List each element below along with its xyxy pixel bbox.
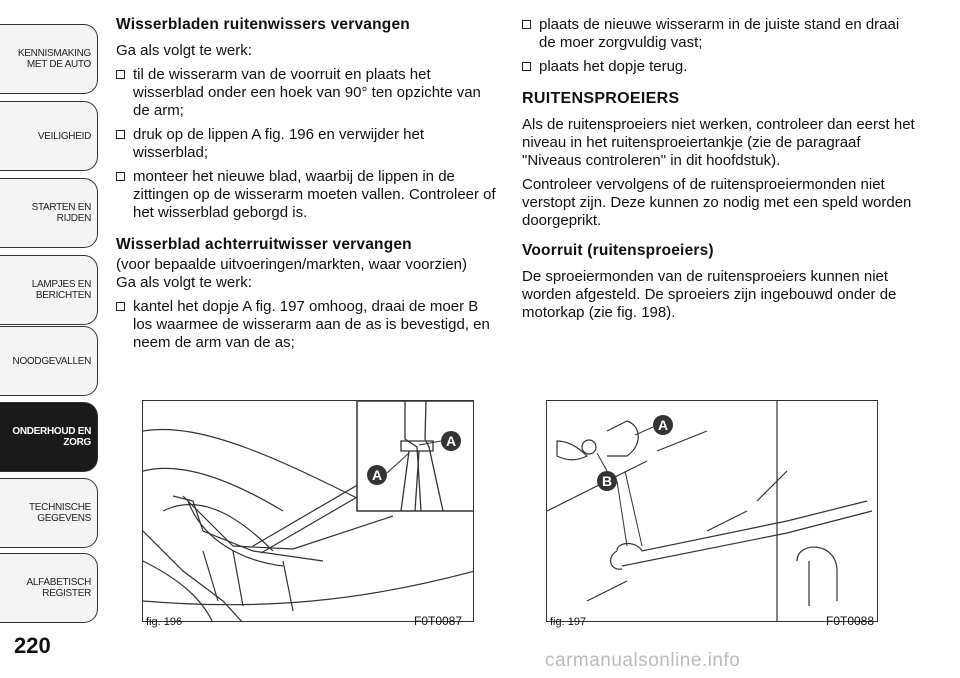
figure-196-wiper-blade: [142, 400, 474, 622]
rear-wiper-illustration: [547, 401, 878, 622]
figure-code: F0T0088: [826, 614, 875, 628]
list-item: plaats de nieuwe wisserarm in de juiste stand en draai de moer zorgvuldig vast;: [522, 16, 917, 52]
list-item: til de wisserarm van de voorruit en plaats het wisserblad onder een hoek van 90° ten opzichte van de arm;: [116, 66, 498, 120]
tab-onderhoud-en-zorg[interactable]: [0, 402, 98, 472]
right-column: [522, 16, 917, 328]
tab-label: KENNISMAKING MET DE AUTO: [17, 48, 91, 70]
paragraph: De sproeiermonden van de ruitensproeiers kunnen niet worden afgesteld. De sproeiers zijn ingebouwd onder de motorkap (zie fig. 198).: [522, 268, 897, 321]
tab-technische-gegevens[interactable]: [0, 478, 98, 548]
watermark-text: carmanualsonline.info: [545, 650, 741, 671]
tab-label: LAMPJES EN BERICHTEN: [31, 279, 91, 301]
callout-a-badge: [441, 431, 461, 451]
subsection-title: Voorruit (ruitensproeiers): [522, 242, 714, 259]
tab-label: NOODGEVALLEN: [12, 355, 91, 367]
figure-label: fig. 196: [146, 616, 183, 628]
list-item: monteer het nieuwe blad, waarbij de lippen in de zittingen op de wisserarm moeten vallen. Controleer of het wisserblad geborgd is.: [116, 168, 498, 222]
callout-a-badge: [653, 415, 673, 435]
tab-lampjes-en-berichten[interactable]: [0, 255, 98, 325]
tab-noodgevallen[interactable]: [0, 326, 98, 396]
section-title: RUITENSPROEIERS: [522, 90, 680, 107]
svg-text:B: B: [601, 473, 613, 489]
tab-label: VEILIGHEID: [37, 130, 91, 142]
tab-label: ONDERHOUD EN ZORG: [12, 426, 91, 448]
figure-label: fig. 197: [550, 616, 587, 628]
callout-a-badge: [367, 465, 387, 485]
checkbox-bullet-icon: [522, 62, 531, 71]
intro-text: Ga als volgt te werk:: [116, 274, 252, 291]
intro-text: (voor bepaalde uitvoeringen/markten, waar voorzien): [116, 256, 468, 273]
figure-code: F0T0087: [414, 614, 463, 628]
tab-label: TECHNISCHE GEGEVENS: [28, 502, 91, 524]
left-column: [116, 16, 498, 358]
checkbox-bullet-icon: [116, 130, 125, 139]
checkbox-bullet-icon: [116, 172, 125, 181]
tab-kennismaking[interactable]: [0, 24, 98, 94]
tab-veiligheid[interactable]: [0, 101, 98, 171]
list-item: kantel het dopje A fig. 197 omhoog, draai de moer B los waarmee de wisserarm aan de as is bevestigd, en neem de arm van de as;: [116, 298, 498, 352]
tab-label: STARTEN EN RIJDEN: [31, 202, 91, 224]
tab-starten-en-rijden[interactable]: [0, 178, 98, 248]
chapter-sidebar: [0, 0, 100, 640]
page-number: 220: [14, 633, 51, 658]
tab-alfabetisch-register[interactable]: [0, 553, 98, 623]
checkbox-bullet-icon: [116, 70, 125, 79]
figure-197-rear-wiper: [546, 400, 878, 622]
svg-text:A: A: [657, 417, 669, 433]
svg-text:A: A: [371, 467, 383, 483]
heading-achterruitwisser: Wisserblad achterruitwisser vervangen: [116, 236, 412, 253]
intro-text: Ga als volgt te werk:: [116, 42, 252, 59]
paragraph: Controleer vervolgens of de ruitensproeiermonden niet verstopt zijn. Deze kunnen zo nodig met een speld worden doorgeprikt.: [522, 176, 912, 229]
svg-text:A: A: [445, 433, 457, 449]
wiper-blade-illustration: [143, 401, 474, 622]
tab-label: ALFABETISCH REGISTER: [26, 577, 91, 599]
checkbox-bullet-icon: [116, 302, 125, 311]
list-item: druk op de lippen A fig. 196 en verwijder het wisserblad;: [116, 126, 498, 162]
paragraph: Als de ruitensproeiers niet werken, controleer dan eerst het niveau in het ruitensproeiertankje (zie de paragraaf "Niveaus controleren" in dit hoofdstuk).: [522, 116, 915, 169]
heading-wisserbladen: Wisserbladen ruitenwissers vervangen: [116, 16, 410, 33]
callout-b-badge: [597, 471, 617, 491]
list-item: plaats het dopje terug.: [522, 58, 917, 76]
checkbox-bullet-icon: [522, 20, 531, 29]
